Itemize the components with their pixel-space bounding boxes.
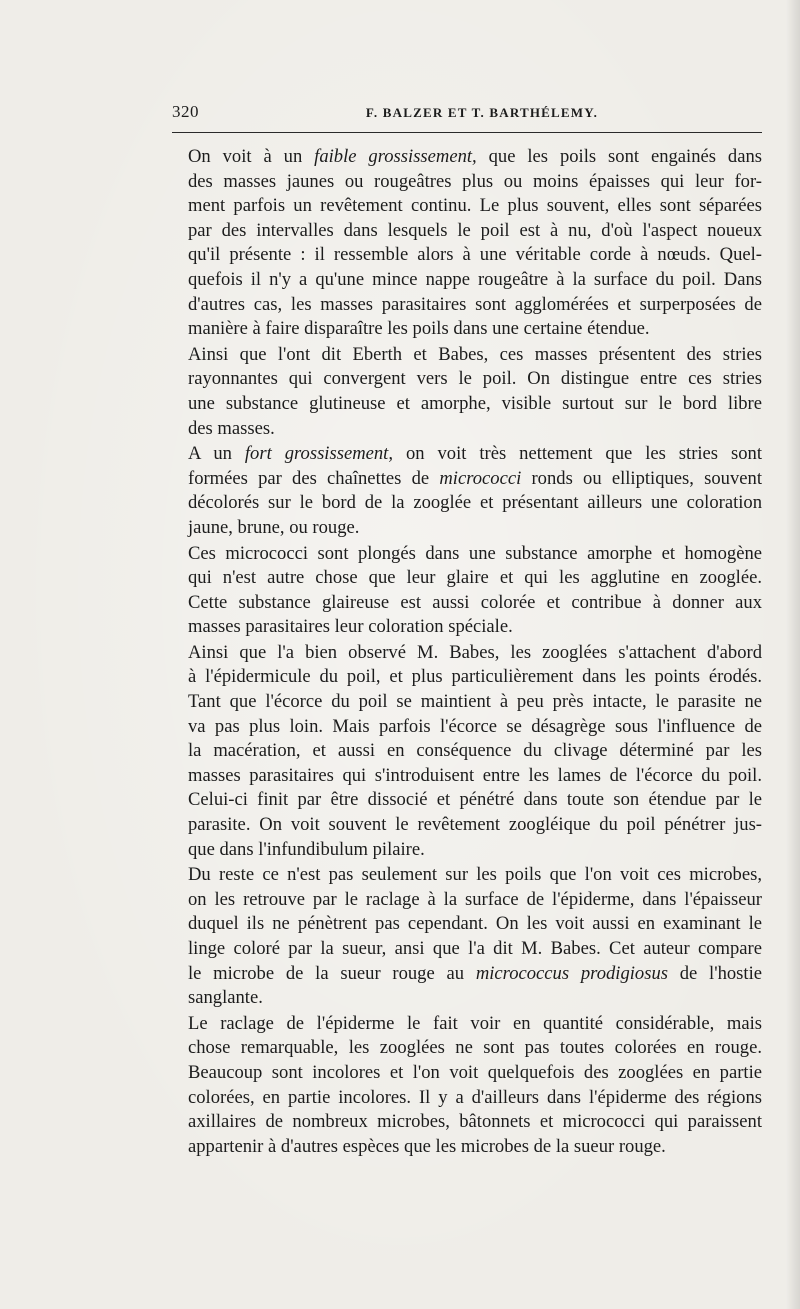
text-line: [170, 293, 762, 318]
text-line: [170, 219, 762, 244]
text-line: [170, 863, 762, 888]
text-run: d'autres cas, les masses parasitaires sont agglomérées et surperposées de: [188, 293, 762, 315]
text-line: [170, 442, 762, 467]
text-run: des masses jaunes ou rougeâtres plus ou moins épaisses qui leur for-: [188, 170, 762, 192]
paragraph: [170, 641, 762, 862]
text-line: [170, 392, 762, 417]
text-run: On voit à un: [188, 146, 315, 167]
text-line: [170, 1135, 762, 1160]
text-line: [170, 715, 762, 740]
text-line: [170, 962, 762, 987]
text-line: [170, 170, 762, 195]
text-run: à l'épidermicule du poil, et plus particulièrement dans les points érodés.: [188, 666, 762, 688]
paragraph: [170, 542, 762, 640]
text-line: [170, 268, 762, 293]
text-run: masses parasitaires leur coloration spéciale.: [188, 616, 513, 638]
text-line: [170, 912, 762, 937]
paragraph: [170, 343, 762, 441]
text-run: on les retrouve par le raclage à la surface de l'épiderme, dans l'épaisseur: [188, 888, 762, 910]
text-run: Tant que l'écorce du poil se maintient à peu près intacte, le parasite ne: [188, 691, 762, 713]
text-run: duquel ils ne pénètrent pas cependant. On les voit aussi en examinant le: [188, 913, 762, 935]
text-run: Ainsi que l'a bien observé M. Babes, les zooglées s'attachent d'abord: [188, 641, 762, 663]
italic-term: micrococci: [439, 467, 522, 489]
running-head: F. BALZER ET T. BARTHÉLEMY.: [365, 105, 599, 120]
text-run: qu'il présente : il ressemble alors à une véritable corde à nœuds. Quel-: [188, 244, 762, 266]
text-line: [170, 690, 762, 715]
text-run: décolorés sur le bord de la zooglée et présentant ailleurs une coloration: [188, 492, 762, 514]
paragraph: [170, 442, 762, 540]
text-line: [170, 764, 762, 789]
text-run: manière à faire disparaître les poils dans une certaine étendue.: [188, 318, 650, 340]
text-line: [170, 813, 762, 838]
text-run: formées par des chaînettes de: [188, 467, 440, 489]
text-run: une substance glutineuse et amorphe, visible surtout sur le bord libre: [188, 392, 762, 414]
text-run: Beaucoup sont incolores et l'on voit quelquefois des zooglées en partie: [188, 1061, 762, 1083]
text-run: de l'hostie: [667, 962, 762, 984]
text-line: [170, 591, 762, 616]
text-line: [170, 888, 762, 913]
text-run: axillaires de nombreux microbes, bâtonnets et micrococci qui paraissent: [188, 1111, 762, 1133]
text-run: ronds ou elliptiques, souvent: [521, 467, 762, 489]
text-run: la macération, et aussi en conséquence du clivage déterminé par les: [188, 740, 762, 762]
paragraph: [170, 1012, 762, 1160]
text-line: [170, 1110, 762, 1135]
text-line: [170, 542, 762, 567]
text-run: des masses.: [188, 417, 275, 439]
text-line: [170, 615, 762, 640]
text-line: [170, 1036, 762, 1061]
page-header: [172, 100, 762, 126]
text-run: colorées, en partie incolores. Il y a d'ailleurs dans l'épiderme des régions: [188, 1086, 762, 1108]
text-line: [170, 343, 762, 368]
text-run: que dans l'infundibulum pilaire.: [188, 838, 425, 860]
text-run: jaune, brune, ou rouge.: [188, 516, 360, 538]
text-line: [170, 641, 762, 666]
text-line: [170, 838, 762, 863]
text-line: [170, 1012, 762, 1037]
page-number: 320: [172, 102, 199, 121]
text-line: [170, 194, 762, 219]
text-run: linge coloré par la sueur, ansi que l'a dit M. Babes. Cet auteur compare: [188, 938, 762, 959]
text-run: le microbe de la sueur rouge au: [188, 962, 476, 984]
text-run: Ces micrococci sont plongés dans une substance amorphe et homogène: [188, 542, 762, 564]
text-run: on voit très nettement que les stries sont: [393, 443, 762, 465]
text-line: [170, 566, 762, 591]
header-rule: [172, 132, 762, 133]
text-line: [170, 1086, 762, 1111]
text-run: Le raclage de l'épiderme le fait voir en quantité considérable, mais: [188, 1012, 762, 1034]
text-line: [170, 937, 762, 962]
text-line: [170, 417, 762, 442]
text-run: que les poils sont engainés dans: [476, 146, 762, 167]
italic-term: fort grossissement,: [244, 443, 393, 465]
text-line: [170, 317, 762, 342]
text-line: [170, 986, 762, 1011]
text-line: [170, 145, 762, 170]
text-run: Ainsi que l'ont dit Eberth et Babes, ces masses présentent des stries: [188, 343, 762, 365]
text-line: [170, 367, 762, 392]
text-line: [170, 516, 762, 541]
text-run: Du reste ce n'est pas seulement sur les poils que l'on voit ces microbes,: [188, 864, 762, 886]
text-run: chose remarquable, les zooglées ne sont pas toutes colorées en rouge.: [188, 1037, 762, 1059]
text-run: quefois il n'y a qu'une mince nappe rougeâtre à la surface du poil. Dans: [188, 268, 762, 290]
text-line: [170, 739, 762, 764]
text-run: parasite. On voit souvent le revêtement zoogléique du poil pénétrer jus-: [188, 814, 762, 836]
page-edge-shadow: [786, 0, 800, 1309]
paragraph: [170, 863, 762, 1011]
body-text: [170, 145, 762, 1159]
italic-term: micrococcus prodigiosus: [475, 962, 668, 984]
paragraph: [170, 145, 762, 342]
text-line: [170, 467, 762, 492]
text-line: [170, 788, 762, 813]
text-run: va pas plus loin. Mais parfois l'écorce se désagrège sous l'influence de: [188, 715, 762, 737]
text-run: rayonnantes qui convergent vers le poil. On distingue entre ces stries: [188, 368, 762, 390]
text-run: Cette substance glaireuse est aussi colorée et contribue à donner aux: [188, 591, 762, 613]
text-line: [170, 1061, 762, 1086]
text-run: masses parasitaires qui s'introduisent entre les lames de l'écorce du poil.: [188, 764, 762, 786]
text-run: qui n'est autre chose que leur glaire et qui les agglutine en zooglée.: [188, 567, 762, 589]
text-line: [170, 491, 762, 516]
text-line: [170, 665, 762, 690]
text-run: A un: [188, 443, 245, 465]
italic-term: faible grossissement,: [314, 146, 477, 167]
text-run: Celui-ci finit par être dissocié et pénétré dans toute son étendue par le: [188, 789, 762, 811]
text-run: ment parfois un revêtement continu. Le plus souvent, elles sont séparées: [188, 195, 762, 217]
text-run: par des intervalles dans lesquels le poil est à nu, d'où l'aspect noueux: [188, 219, 762, 241]
text-line: [170, 243, 762, 268]
text-run: appartenir à d'autres espèces que les microbes de la sueur rouge.: [188, 1135, 666, 1157]
text-run: sanglante.: [188, 987, 263, 1009]
